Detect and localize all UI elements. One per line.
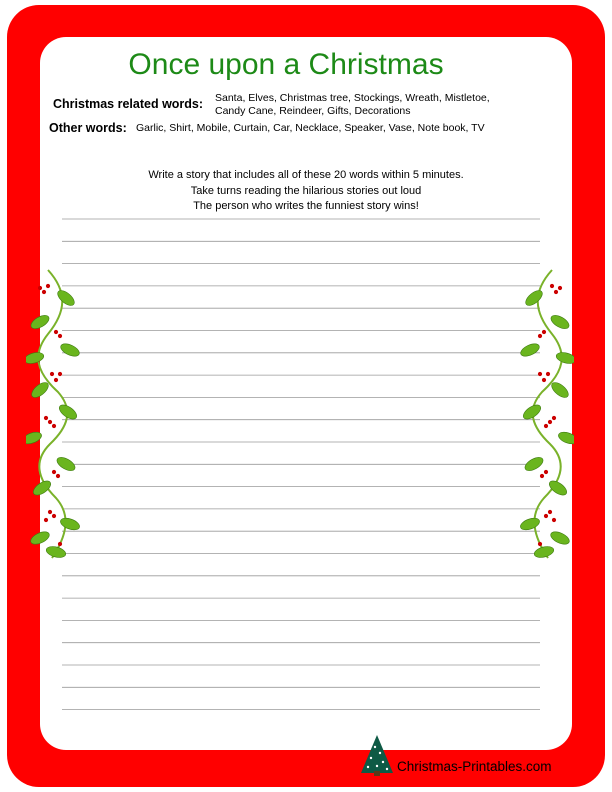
holly-leaf-icon [555, 351, 574, 366]
holly-berry-icon [544, 424, 548, 428]
holly-leaf-icon [519, 516, 541, 532]
holly-leaf-icon [55, 455, 77, 474]
holly-berry-icon [48, 420, 52, 424]
holly-berry-icon [42, 290, 46, 294]
holly-berry-icon [56, 474, 60, 478]
holly-berry-icon [58, 542, 62, 546]
christmas-words-line-2: Candy Cane, Reindeer, Gifts, Decorations [215, 105, 411, 117]
holly-leaf-icon [31, 478, 53, 498]
holly-berry-icon [544, 470, 548, 474]
holly-berry-icon [48, 510, 52, 514]
holly-berry-icon [44, 518, 48, 522]
holly-berry-icon [558, 286, 562, 290]
holly-leaf-icon [45, 545, 67, 560]
holly-berry-icon [542, 378, 546, 382]
holly-leaf-icon [547, 478, 569, 498]
instruction-line-2: Take turns reading the hilarious stories out loud [190, 184, 422, 197]
holly-leaf-icon [57, 402, 79, 422]
instruction-line-3: The person who writes the funniest story wins! [193, 200, 419, 212]
holly-vine-right-icon [508, 262, 574, 568]
holly-berry-icon [548, 420, 552, 424]
holly-leaf-icon [55, 288, 77, 309]
holly-berry-icon [538, 372, 542, 376]
holly-berry-icon [544, 514, 548, 518]
holly-berry-icon [54, 330, 58, 334]
holly-leaf-icon [59, 516, 81, 532]
page-title: Once upon a Christmas [128, 48, 444, 81]
holly-leaf-icon [549, 380, 571, 401]
holly-berry-icon [546, 372, 550, 376]
holly-leaf-icon [557, 430, 574, 446]
holly-berry-icon [50, 372, 54, 376]
holly-leaf-icon [26, 430, 43, 446]
holly-leaf-icon [521, 402, 543, 422]
holly-leaf-icon [523, 288, 545, 309]
holly-leaf-icon [519, 341, 541, 359]
instruction-line-1: Write a story that includes all of these 20 words within 5 minutes. [148, 169, 464, 181]
holly-leaf-icon [26, 351, 45, 366]
holly-berry-icon [548, 510, 552, 514]
christmas-words-label: Christmas related words: [53, 97, 204, 111]
holly-leaf-icon [523, 455, 545, 474]
holly-berry-icon [540, 474, 544, 478]
holly-leaf-icon [29, 380, 51, 401]
other-words-line-1: Garlic, Shirt, Mobile, Curtain, Car, Necklace, Speaker, Vase, Note book, TV [136, 122, 485, 134]
holly-berry-icon [44, 416, 48, 420]
holly-berry-icon [538, 542, 542, 546]
holly-leaf-icon [549, 529, 571, 547]
holly-berry-icon [550, 284, 554, 288]
holly-vine-left-icon [26, 262, 92, 568]
holly-leaf-icon [59, 341, 81, 359]
holly-berry-icon [54, 378, 58, 382]
holly-berry-icon [52, 470, 56, 474]
holly-leaf-icon [29, 313, 51, 332]
holly-berry-icon [58, 334, 62, 338]
holly-berry-icon [552, 518, 556, 522]
brand-footer[interactable] [357, 733, 582, 779]
holly-berry-icon [52, 514, 56, 518]
holly-leaf-icon [533, 545, 555, 560]
holly-berry-icon [38, 286, 42, 290]
christmas-tree-icon [357, 733, 397, 777]
holly-berry-icon [52, 424, 56, 428]
other-words-label: Other words: [49, 121, 127, 135]
holly-berry-icon [538, 334, 542, 338]
brand-link[interactable]: Christmas-Printables.com [397, 759, 552, 774]
holly-leaf-icon [29, 529, 51, 547]
holly-berry-icon [46, 284, 50, 288]
holly-leaf-icon [549, 313, 571, 332]
holly-berry-icon [554, 290, 558, 294]
holly-berry-icon [552, 416, 556, 420]
christmas-words-line-1: Santa, Elves, Christmas tree, Stockings, Wreath, Mistletoe, [215, 92, 490, 104]
holly-berry-icon [58, 372, 62, 376]
holly-berry-icon [542, 330, 546, 334]
